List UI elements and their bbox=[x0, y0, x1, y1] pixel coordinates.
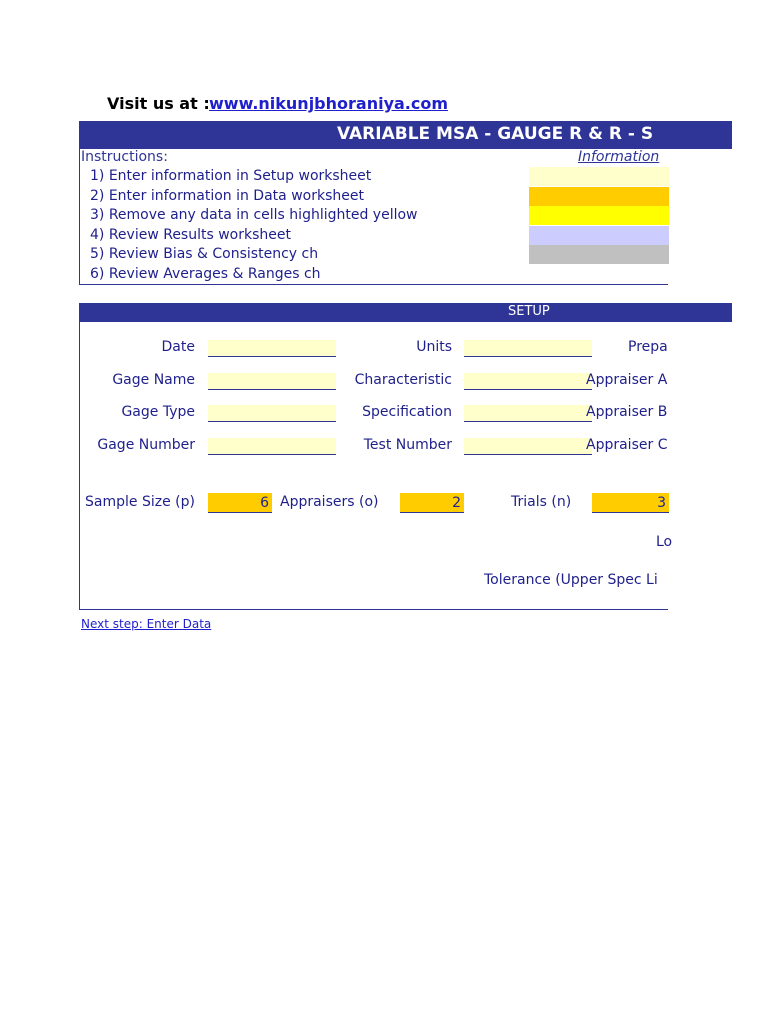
specification-field[interactable] bbox=[464, 405, 592, 422]
color-swatch-results bbox=[529, 226, 669, 245]
color-swatch-charts bbox=[529, 245, 669, 264]
next-step-link[interactable]: Next step: Enter Data bbox=[81, 617, 212, 631]
sample-size-label: Sample Size (p) bbox=[85, 494, 195, 510]
instruction-step-3: 3) Remove any data in cells highlighted yellow bbox=[90, 207, 418, 223]
gage-type-field[interactable] bbox=[208, 405, 336, 422]
characteristic-field[interactable] bbox=[464, 373, 592, 390]
characteristic-label: Characteristic bbox=[354, 372, 452, 388]
information-heading[interactable]: Information bbox=[578, 149, 660, 165]
prepared-by-label: Prepa bbox=[628, 339, 668, 355]
instruction-step-1: 1) Enter information in Setup worksheet bbox=[90, 168, 372, 184]
color-swatch-remove bbox=[529, 206, 669, 225]
appraiser-b-label: Appraiser B bbox=[586, 404, 668, 420]
tolerance-label: Tolerance (Upper Spec Li bbox=[484, 572, 658, 588]
setup-bar bbox=[79, 303, 732, 322]
appraisers-label: Appraisers (o) bbox=[280, 494, 379, 510]
units-field[interactable] bbox=[464, 340, 592, 357]
title-bar bbox=[79, 121, 732, 149]
sample-size-field[interactable]: 6 bbox=[208, 493, 272, 513]
trials-field[interactable]: 3 bbox=[592, 493, 669, 513]
instruction-step-4: 4) Review Results worksheet bbox=[90, 227, 291, 243]
color-swatch-data bbox=[529, 187, 669, 206]
gage-number-label: Gage Number bbox=[97, 437, 195, 453]
trials-label: Trials (n) bbox=[511, 494, 572, 510]
lower-spec-label: Lo bbox=[656, 534, 673, 550]
gage-type-label: Gage Type bbox=[121, 404, 195, 420]
test-number-label: Test Number bbox=[363, 437, 452, 453]
appraiser-a-label: Appraiser A bbox=[586, 372, 668, 388]
gage-name-label: Gage Name bbox=[112, 372, 195, 388]
date-label: Date bbox=[161, 339, 195, 355]
color-swatch-input bbox=[529, 167, 669, 186]
test-number-field[interactable] bbox=[464, 438, 592, 455]
specification-label: Specification bbox=[362, 404, 452, 420]
instructions-panel bbox=[79, 149, 668, 285]
units-label: Units bbox=[416, 339, 452, 355]
instructions-heading: Instructions: bbox=[81, 149, 168, 165]
date-field[interactable] bbox=[208, 340, 336, 357]
setup-title: SETUP bbox=[508, 304, 550, 319]
gage-number-field[interactable] bbox=[208, 438, 336, 455]
setup-panel bbox=[79, 322, 673, 610]
appraisers-field[interactable]: 2 bbox=[400, 493, 464, 513]
appraiser-c-label: Appraiser C bbox=[586, 437, 668, 453]
visit-label: Visit us at : bbox=[107, 94, 210, 113]
page-title: VARIABLE MSA - GAUGE R & R - S bbox=[337, 124, 654, 144]
instruction-step-6: 6) Review Averages & Ranges ch bbox=[90, 266, 321, 282]
gage-name-field[interactable] bbox=[208, 373, 336, 390]
website-link[interactable]: www.nikunjbhoraniya.com bbox=[209, 94, 449, 113]
instruction-step-2: 2) Enter information in Data worksheet bbox=[90, 188, 364, 204]
instruction-step-5: 5) Review Bias & Consistency ch bbox=[90, 246, 319, 262]
